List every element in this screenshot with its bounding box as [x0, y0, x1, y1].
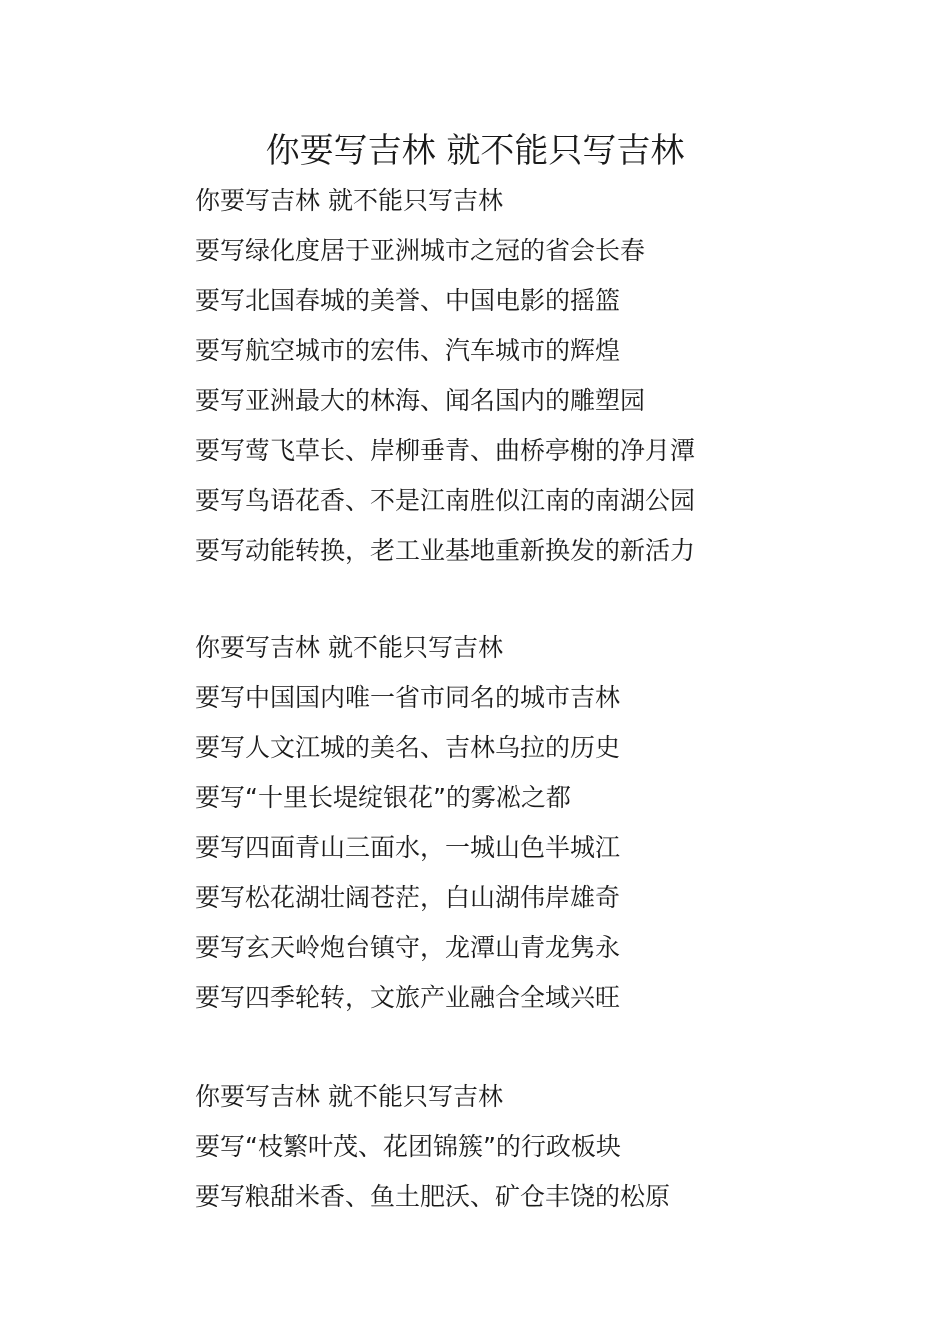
- poem-line: 你要写吉林 就不能只写吉林: [195, 633, 503, 662]
- poem-line: 要写四面青山三面水，一城山色半城江: [195, 833, 621, 862]
- poem-line: 你要写吉林 就不能只写吉林: [195, 1082, 503, 1111]
- poem-line: 要写“十里长堤绽银花”的雾凇之都: [195, 783, 571, 812]
- poem-line: 你要写吉林 就不能只写吉林: [195, 186, 503, 215]
- poem-line: 要写亚洲最大的林海、闻名国内的雕塑园: [195, 386, 646, 415]
- poem-line: 要写中国国内唯一省市同名的城市吉林: [195, 683, 621, 712]
- poem-line: 要写北国春城的美誉、中国电影的摇篮: [195, 286, 621, 315]
- stanza-1: [195, 176, 895, 576]
- poem-line: 要写“枝繁叶茂、花团锦簇”的行政板块: [195, 1132, 621, 1161]
- poem-line: 要写绿化度居于亚洲城市之冠的省会长春: [195, 236, 646, 265]
- stanza-2: [195, 623, 895, 1023]
- page-title: 你要写吉林 就不能只写吉林: [265, 131, 685, 171]
- poem-line: 要写动能转换，老工业基地重新换发的新活力: [195, 536, 696, 565]
- poem-line: 要写粮甜米香、鱼土肥沃、矿仓丰饶的松原: [195, 1182, 671, 1211]
- poem-line: 要写莺飞草长、岸柳垂青、曲桥亭榭的净月潭: [195, 436, 696, 465]
- poem-line: 要写鸟语花香、不是江南胜似江南的南湖公园: [195, 486, 696, 515]
- poem-line: 要写四季轮转，文旅产业融合全域兴旺: [195, 983, 621, 1012]
- stanza-3: [195, 1072, 895, 1222]
- poem-line: 要写松花湖壮阔苍茫，白山湖伟岸雄奇: [195, 883, 621, 912]
- poem-line: 要写人文江城的美名、吉林乌拉的历史: [195, 733, 621, 762]
- poem-line: 要写航空城市的宏伟、汽车城市的辉煌: [195, 336, 621, 365]
- poem-line: 要写玄天岭炮台镇守，龙潭山青龙隽永: [195, 933, 621, 962]
